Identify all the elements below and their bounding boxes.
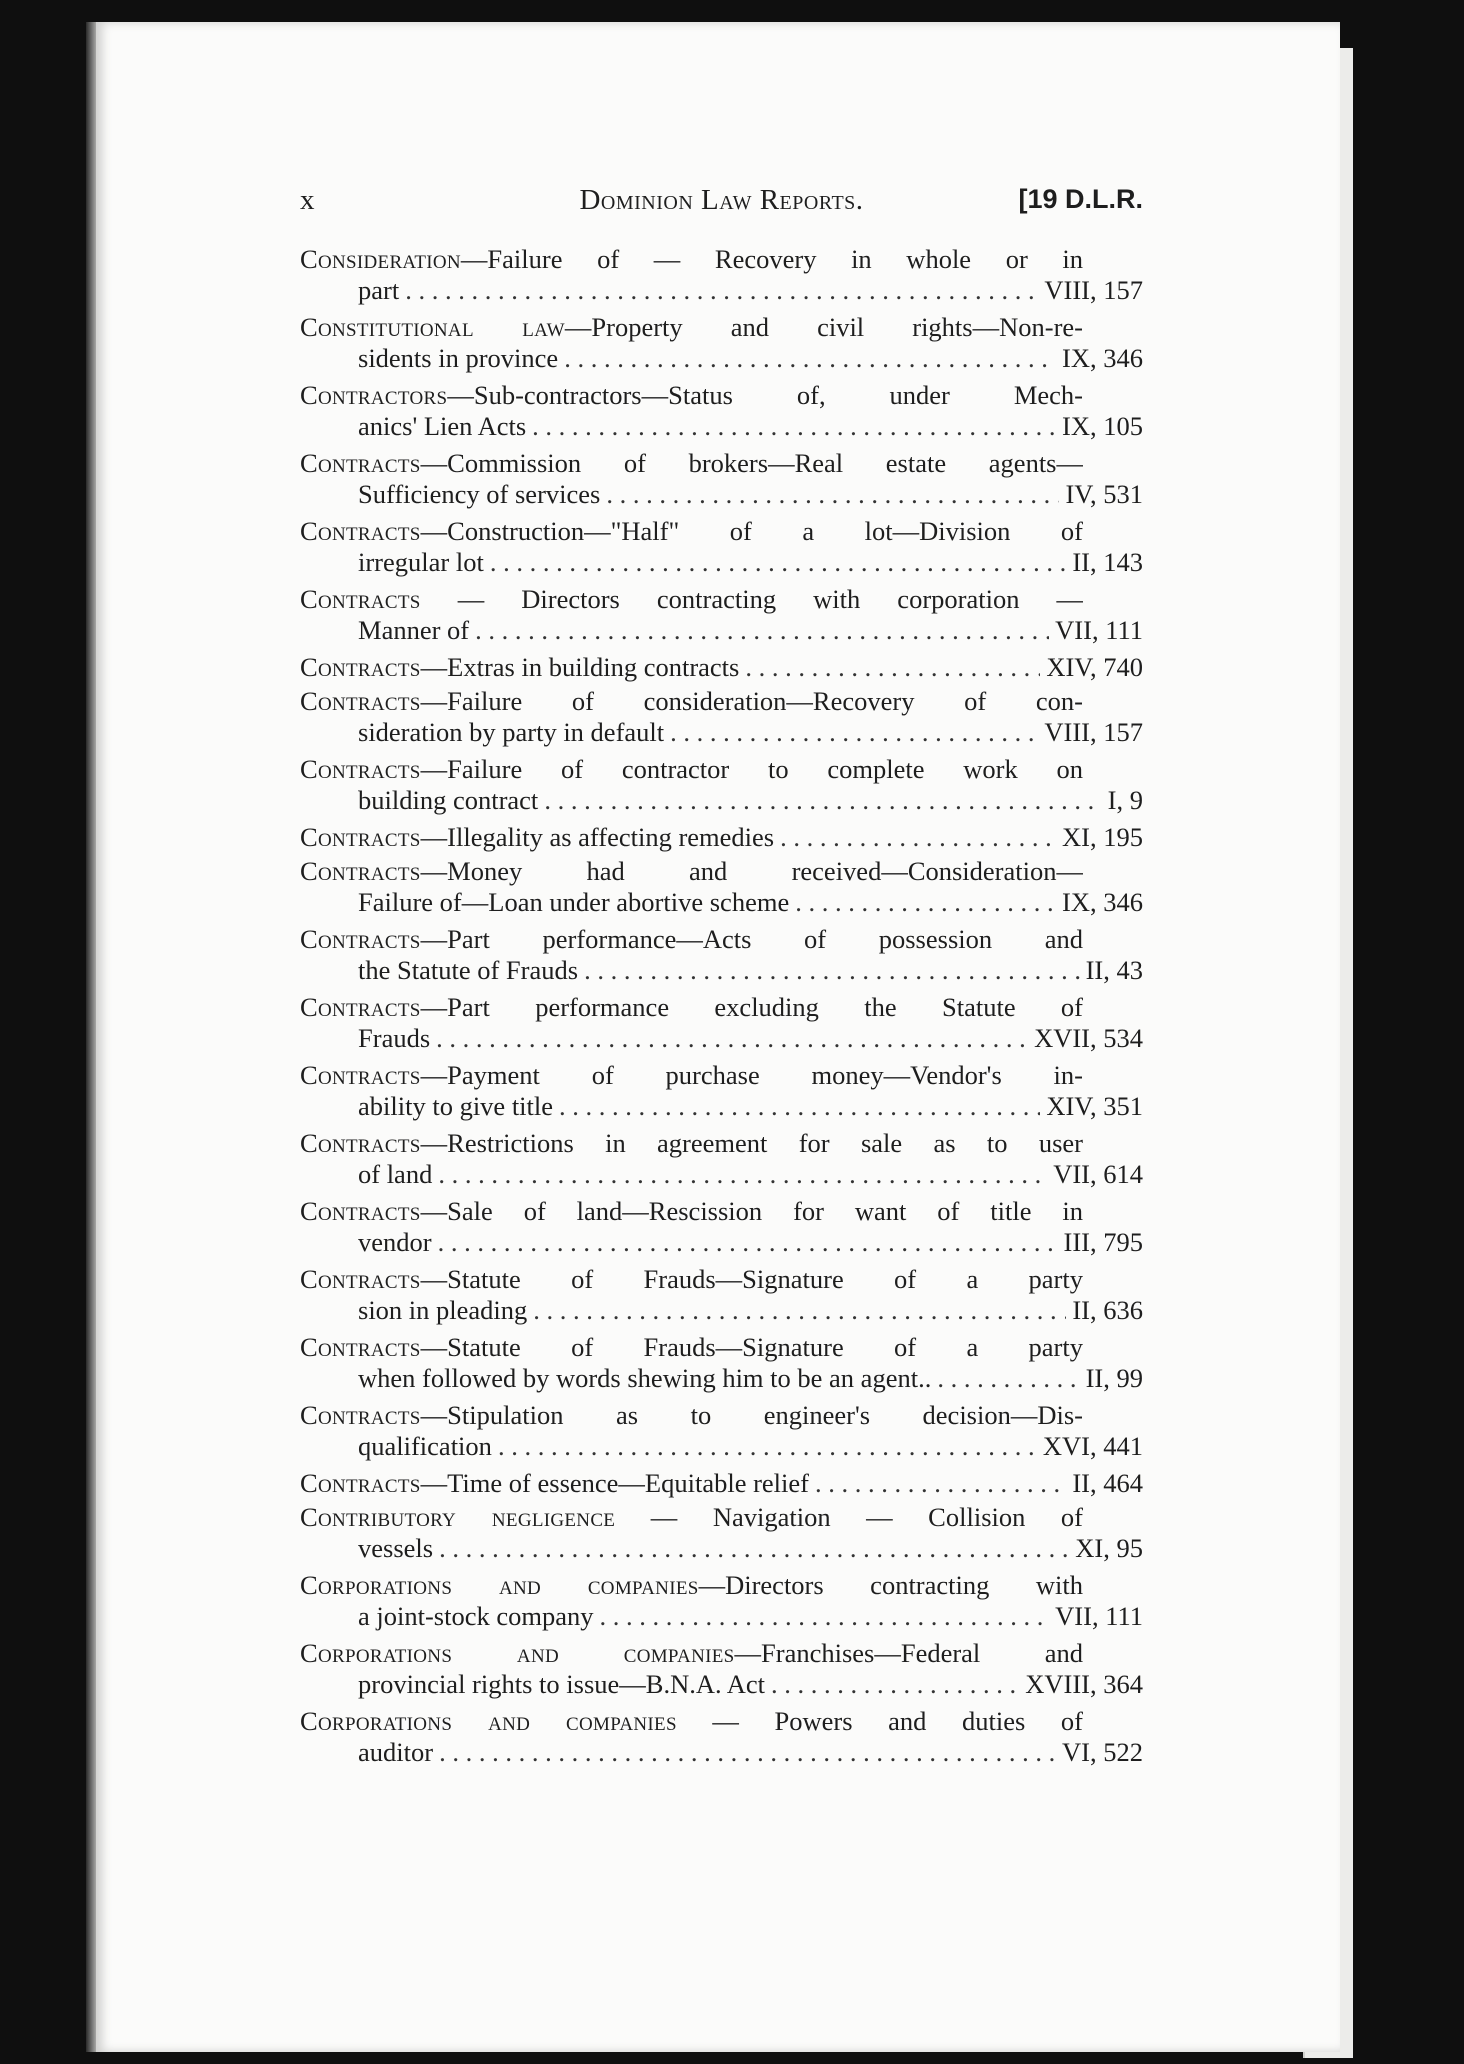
entry-continuation-line xyxy=(358,343,1143,374)
entry-first-line xyxy=(300,1638,1083,1669)
publication-title: Dominion Law Reports. xyxy=(579,184,864,216)
index-entry xyxy=(300,686,1143,754)
entry-first-line xyxy=(300,244,1083,275)
entry-continuation-text: the Statute of Frauds xyxy=(358,955,579,985)
entry-continuation-line xyxy=(358,955,1143,986)
entry-citation: XI, 195 xyxy=(1062,822,1143,852)
entry-first-line xyxy=(300,312,1083,343)
index-entry xyxy=(300,448,1143,516)
page-number: x xyxy=(300,184,315,216)
entry-first-line xyxy=(300,448,1083,479)
entry-first-line xyxy=(300,1706,1083,1737)
entry-text: —Payment of purchase money—Vendor's in- xyxy=(420,1060,1083,1090)
entry-heading: Constitutional law xyxy=(300,312,565,342)
index-entry xyxy=(300,822,1143,856)
entry-citation: II, 636 xyxy=(1072,1295,1143,1325)
entry-text: —Stipulation as to engineer's decision—Dis- xyxy=(420,1400,1083,1430)
dot-leader xyxy=(795,887,1056,918)
entry-citation: IX, 105 xyxy=(1062,411,1143,441)
entry-continuation-line xyxy=(358,275,1143,306)
dot-leader xyxy=(771,1669,1019,1700)
entry-first-line xyxy=(300,1128,1083,1159)
entry-citation: IV, 531 xyxy=(1065,479,1143,509)
entry-continuation-line xyxy=(358,887,1143,918)
index-entry xyxy=(300,1638,1143,1706)
entry-first-line xyxy=(300,584,1083,615)
entry-continuation-line xyxy=(358,785,1143,816)
entry-continuation-line xyxy=(358,1669,1143,1700)
entry-citation: VII, 111 xyxy=(1055,615,1143,645)
index-entry xyxy=(300,1706,1143,1774)
dot-leader xyxy=(559,1091,1040,1122)
entry-first-line xyxy=(300,1196,1083,1227)
dot-leader xyxy=(606,479,1059,510)
dot-leader xyxy=(498,1431,1037,1462)
index-entry xyxy=(300,1400,1143,1468)
dot-leader xyxy=(533,1295,1066,1326)
index-entry xyxy=(300,312,1143,380)
entry-citation: VIII, 157 xyxy=(1044,717,1143,747)
entry-continuation-text: sideration by party in default xyxy=(358,717,665,747)
dot-leader xyxy=(405,275,1038,306)
entry-text: —Sale of land—Rescission for want of title in xyxy=(420,1196,1083,1226)
running-head xyxy=(300,180,1143,224)
index-entry xyxy=(300,244,1143,312)
index-entry xyxy=(300,1060,1143,1128)
entry-first-line xyxy=(300,686,1083,717)
entry-citation: XVII, 534 xyxy=(1034,1023,1143,1053)
entry-heading: Contracts xyxy=(300,516,421,546)
entry-citation: XIV, 351 xyxy=(1046,1091,1143,1121)
entry-text: —Money had and received—Consideration— xyxy=(420,856,1083,886)
entry-heading: Contracts xyxy=(300,1196,421,1226)
entry-continuation-line xyxy=(358,1737,1143,1768)
dot-leader xyxy=(584,955,1080,986)
entry-text: —Failure of contractor to complete work on xyxy=(420,754,1083,784)
dot-leader xyxy=(490,547,1067,578)
dot-leader xyxy=(438,1227,1058,1258)
entry-heading: Contracts xyxy=(300,856,421,886)
entry-first-line xyxy=(300,1502,1083,1533)
entry-continuation-text: sidents in province xyxy=(358,343,559,373)
entry-continuation-line xyxy=(358,1159,1143,1190)
dot-leader xyxy=(438,1159,1047,1190)
dot-leader xyxy=(532,411,1056,442)
entry-text: —Statute of Frauds—Signature of a party xyxy=(420,1332,1083,1362)
index-entry xyxy=(300,992,1143,1060)
entry-first-line xyxy=(300,822,1143,853)
entry-continuation-text: Manner of xyxy=(358,615,470,645)
entry-first-line xyxy=(300,1264,1083,1295)
entry-continuation-text: when followed by words shewing him to be an agent.. xyxy=(358,1363,932,1393)
entry-heading: Contracts xyxy=(300,992,421,1022)
index-entries xyxy=(300,244,1143,1774)
entry-text: —Statute of Frauds—Signature of a party xyxy=(420,1264,1083,1294)
entry-first-line xyxy=(300,652,1143,683)
entry-citation: I, 9 xyxy=(1107,785,1143,815)
entry-continuation-text: auditor xyxy=(358,1737,434,1767)
entry-heading: Contracts xyxy=(300,1468,421,1498)
dot-leader xyxy=(439,1737,1056,1768)
entry-first-line xyxy=(300,1400,1083,1431)
entry-heading: Corporations and companies xyxy=(300,1570,699,1600)
entry-continuation-text: sion in pleading xyxy=(358,1295,528,1325)
entry-citation: IX, 346 xyxy=(1062,343,1143,373)
entry-heading: Contracts xyxy=(300,754,421,784)
entry-continuation-text: Failure of—Loan under abortive scheme xyxy=(358,887,790,917)
entry-citation: VIII, 157 xyxy=(1044,275,1143,305)
entry-text: —Construction—"Half" of a lot—Division of xyxy=(420,516,1083,546)
entry-citation: VI, 522 xyxy=(1062,1737,1143,1767)
entry-continuation-text: Frauds xyxy=(358,1023,431,1053)
index-entry xyxy=(300,1502,1143,1570)
entry-first-line xyxy=(300,754,1083,785)
entry-continuation-line xyxy=(358,1023,1143,1054)
entry-continuation-line xyxy=(358,1533,1143,1564)
entry-continuation-text: a joint-stock company xyxy=(358,1601,594,1631)
entry-heading: Contracts xyxy=(300,584,421,614)
dot-leader xyxy=(436,1023,1028,1054)
entry-heading: Contracts xyxy=(300,1060,421,1090)
index-entry xyxy=(300,652,1143,686)
entry-heading: Corporations and companies xyxy=(300,1638,735,1668)
entry-heading: Consideration xyxy=(300,244,461,274)
dot-leader xyxy=(600,1601,1050,1632)
entry-first-line xyxy=(300,380,1083,411)
entry-continuation-text: vendor xyxy=(358,1227,432,1257)
index-entry xyxy=(300,856,1143,924)
entry-text: —Property and civil rights—Non-re- xyxy=(564,312,1083,342)
entry-heading: Contributory negligence xyxy=(300,1502,616,1532)
entry-continuation-text: qualification xyxy=(358,1431,492,1461)
entry-text: —Restrictions in agreement for sale as to user xyxy=(420,1128,1083,1158)
index-entry xyxy=(300,924,1143,992)
entry-heading: Contracts xyxy=(300,686,421,716)
entry-continuation-line xyxy=(358,1431,1143,1462)
index-entry xyxy=(300,516,1143,584)
entry-citation: II, 143 xyxy=(1072,547,1143,577)
entry-continuation-line xyxy=(358,411,1143,442)
entry-heading: Contractors xyxy=(300,380,448,410)
dot-leader xyxy=(475,615,1049,646)
index-entry xyxy=(300,1128,1143,1196)
dot-leader xyxy=(780,822,1056,853)
entry-text: — Navigation — Collision of xyxy=(615,1502,1083,1532)
entry-citation: III, 795 xyxy=(1063,1227,1143,1257)
entry-continuation-line xyxy=(358,1601,1143,1632)
entry-continuation-text: ability to give title xyxy=(358,1091,554,1121)
entry-citation: XIV, 740 xyxy=(1046,652,1143,682)
entry-continuation-text: irregular lot xyxy=(358,547,484,577)
entry-text: —Part performance—Acts of possession and xyxy=(420,924,1083,954)
entry-first-line xyxy=(300,516,1083,547)
entry-continuation-text: anics' Lien Acts xyxy=(358,411,527,441)
index-entry xyxy=(300,754,1143,822)
entry-citation: IX, 346 xyxy=(1062,887,1143,917)
entry-continuation-text: part xyxy=(358,275,400,305)
dot-leader xyxy=(815,1468,1066,1499)
entry-heading: Contracts xyxy=(300,1128,421,1158)
entry-citation: II, 99 xyxy=(1085,1363,1143,1393)
entry-heading: Corporations and companies xyxy=(300,1706,677,1736)
entry-continuation-text: building contract xyxy=(358,785,539,815)
entry-citation: VII, 614 xyxy=(1053,1159,1143,1189)
entry-continuation-line xyxy=(358,1227,1143,1258)
entry-continuation-line xyxy=(358,1091,1143,1122)
entry-first-line xyxy=(300,1570,1083,1601)
entry-text: — Directors contracting with corporation — xyxy=(420,584,1083,614)
index-entry xyxy=(300,584,1143,652)
entry-citation: II, 464 xyxy=(1072,1468,1143,1498)
entry-heading: Contracts xyxy=(300,1264,421,1294)
volume-reference: [19 D.L.R. xyxy=(1018,184,1143,214)
entry-continuation-line xyxy=(358,615,1143,646)
dot-leader xyxy=(564,343,1056,374)
index-entry xyxy=(300,1196,1143,1264)
entry-text: —Sub-contractors—Status of, under Mech- xyxy=(447,380,1083,410)
entry-continuation-line xyxy=(358,547,1143,578)
entry-continuation-line xyxy=(358,1295,1143,1326)
entry-continuation-text: vessels xyxy=(358,1533,434,1563)
entry-citation: XVIII, 364 xyxy=(1025,1669,1143,1699)
index-entry xyxy=(300,1468,1143,1502)
entry-text: —Part performance excluding the Statute of xyxy=(420,992,1083,1022)
entry-citation: XVI, 441 xyxy=(1042,1431,1143,1461)
entry-text: —Directors contracting with xyxy=(698,1570,1083,1600)
dot-leader xyxy=(670,717,1038,748)
entry-first-line xyxy=(300,924,1083,955)
entry-heading: Contracts xyxy=(300,1332,421,1362)
entry-citation: XI, 95 xyxy=(1075,1533,1143,1563)
entry-text: —Franchises—Federal and xyxy=(734,1638,1083,1668)
entry-heading: Contracts xyxy=(300,652,421,682)
entry-text: —Extras in building contracts xyxy=(420,652,740,682)
entry-heading: Contracts xyxy=(300,924,421,954)
entry-citation: VII, 111 xyxy=(1055,1601,1143,1631)
dot-leader xyxy=(937,1363,1079,1394)
entry-continuation-text: Sufficiency of services xyxy=(358,479,601,509)
entry-continuation-line xyxy=(358,479,1143,510)
entry-text: — Powers and duties of xyxy=(676,1706,1083,1736)
entry-heading: Contracts xyxy=(300,822,421,852)
entry-text: —Illegality as affecting remedies xyxy=(420,822,775,852)
entry-continuation-line xyxy=(358,1363,1143,1394)
entry-text: —Failure of consideration—Recovery of con- xyxy=(420,686,1083,716)
entry-continuation-text: provincial rights to issue—B.N.A. Act xyxy=(358,1669,766,1699)
entry-first-line xyxy=(300,1060,1083,1091)
entry-text: —Time of essence—Equitable relief xyxy=(420,1468,809,1498)
entry-continuation-line xyxy=(358,717,1143,748)
dot-leader xyxy=(439,1533,1069,1564)
index-entry xyxy=(300,1332,1143,1400)
entry-first-line xyxy=(300,856,1083,887)
entry-text: —Failure of — Recovery in whole or in xyxy=(460,244,1083,274)
entry-heading: Contracts xyxy=(300,1400,421,1430)
dot-leader xyxy=(745,652,1040,683)
entry-text: —Commission of brokers—Real estate agents— xyxy=(420,448,1083,478)
entry-first-line xyxy=(300,992,1083,1023)
entry-continuation-text: of land xyxy=(358,1159,433,1189)
entry-heading: Contracts xyxy=(300,448,421,478)
entry-first-line xyxy=(300,1332,1083,1363)
entry-citation: II, 43 xyxy=(1085,955,1143,985)
index-entry xyxy=(300,380,1143,448)
index-entry xyxy=(300,1570,1143,1638)
entry-first-line xyxy=(300,1468,1143,1499)
index-entry xyxy=(300,1264,1143,1332)
dot-leader xyxy=(544,785,1101,816)
